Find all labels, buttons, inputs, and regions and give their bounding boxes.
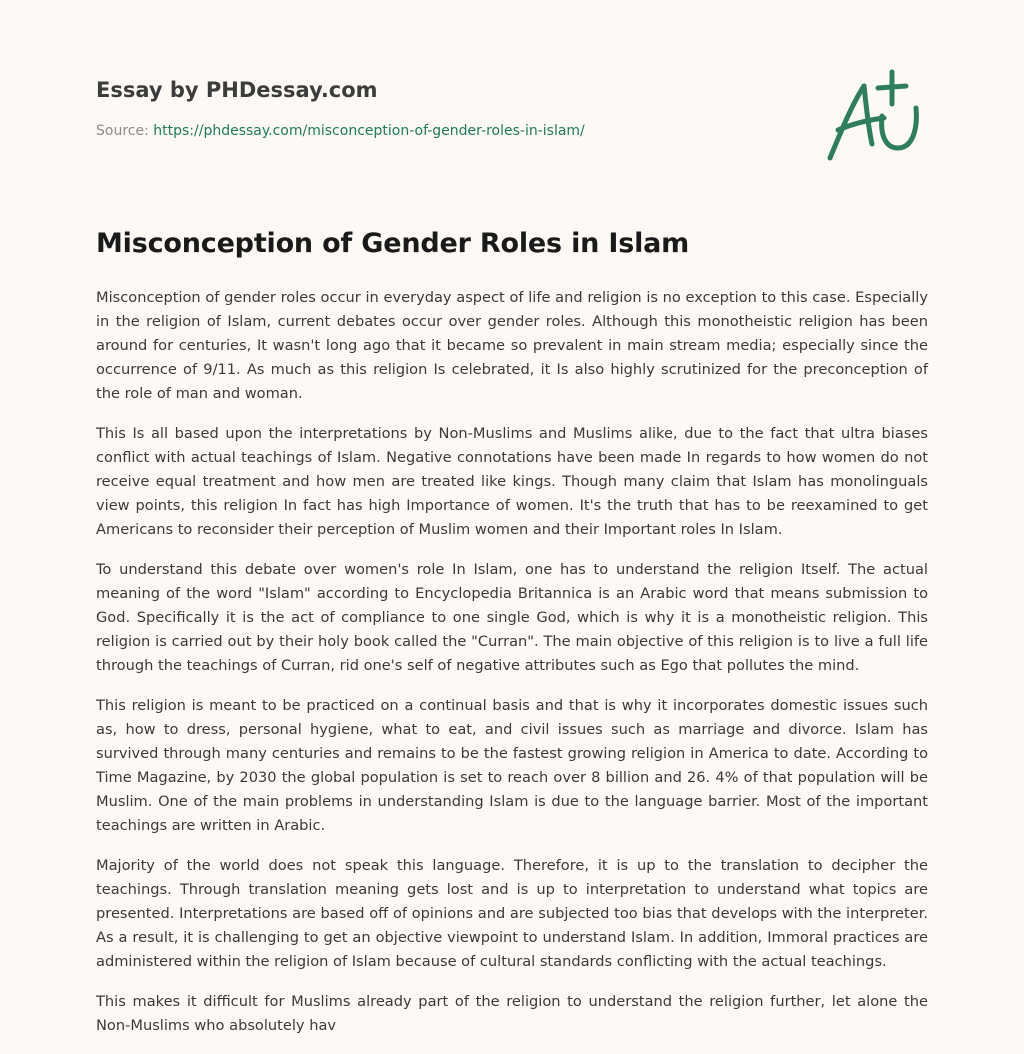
source-line: [96, 123, 585, 139]
article-paragraph: Misconception of gender roles occur in everyday aspect of life and religion is no exception to this case. Especially in the religion of Islam, current debates occur over gender roles. Although this monotheistic religion has been around for centuries, It wasn't long ago that it became so prevalent in main stream media; especially since the occurrence of 9/11. As much as this religion Is celebrated, it Is also highly scrutinized for the preconception of the role of man and woman.: [96, 289, 928, 402]
brand-title: Essay by PHDessay.com: [96, 78, 378, 102]
a-plus-logo-icon: [818, 64, 938, 168]
page-title: Misconception of Gender Roles in Islam: [96, 228, 690, 259]
article-body: [96, 286, 928, 1054]
page-header: [96, 70, 928, 139]
article-paragraph: To understand this debate over women's role In Islam, one has to understand the religion Itself. The actual meaning of the word "Islam" according to Encyclopedia Britannica is an Arabic word that means submission to God. Specifically it is the act of compliance to one single God, which is why it is a monotheistic religion. This religion is carried out by their holy book called the "Curran". The main objective of this religion is to live a full life through the teachings of Curran, rid one's self of negative attributes such as Ego that pollutes the mind.: [96, 561, 928, 674]
source-label: Source:: [96, 123, 149, 139]
source-link[interactable]: https://phdessay.com/misconception-of-gender-roles-in-islam/: [153, 123, 585, 139]
article-paragraph: This Is all based upon the interpretations by Non-Muslims and Muslims alike, due to the fact that ultra biases conflict with actual teachings of Islam. Negative connotations have been made In regards to how women do not receive equal treatment and how men are treated like kings. Though many claim that Islam has monolinguals view points, this religion In fact has high Importance of women. It's the truth that has to be reexamined to get Americans to reconsider their perception of Muslim women and their Important roles In Islam.: [96, 425, 928, 538]
article-paragraph: Majority of the world does not speak this language. Therefore, it is up to the translation to decipher the teachings. Through translation meaning gets lost and is up to interpretation to understand what topics are presented. Interpretations are based off of opinions and are subjected too bias that develops with the interpreter. As a result, it is challenging to get an objective viewpoint to understand Islam. In addition, Immoral practices are administered within the religion of Islam because of cultural standards conflicting with the actual teachings.: [96, 857, 928, 970]
article-paragraph: This religion is meant to be practiced on a continual basis and that is why it incorporates domestic issues such as, how to dress, personal hygiene, what to eat, and civil issues such as marriage and divorce. Islam has survived through many centuries and remains to be the fastest growing religion in America to date. According to Time Magazine, by 2030 the global population is set to reach over 8 billion and 26. 4% of that population will be Muslim. One of the main problems in understanding Islam is due to the language barrier. Most of the important teachings are written in Arabic.: [96, 697, 928, 834]
article-paragraph: This makes it difficult for Muslims already part of the religion to understand the religion further, let alone the Non-Muslims who absolutely hav: [96, 993, 928, 1034]
